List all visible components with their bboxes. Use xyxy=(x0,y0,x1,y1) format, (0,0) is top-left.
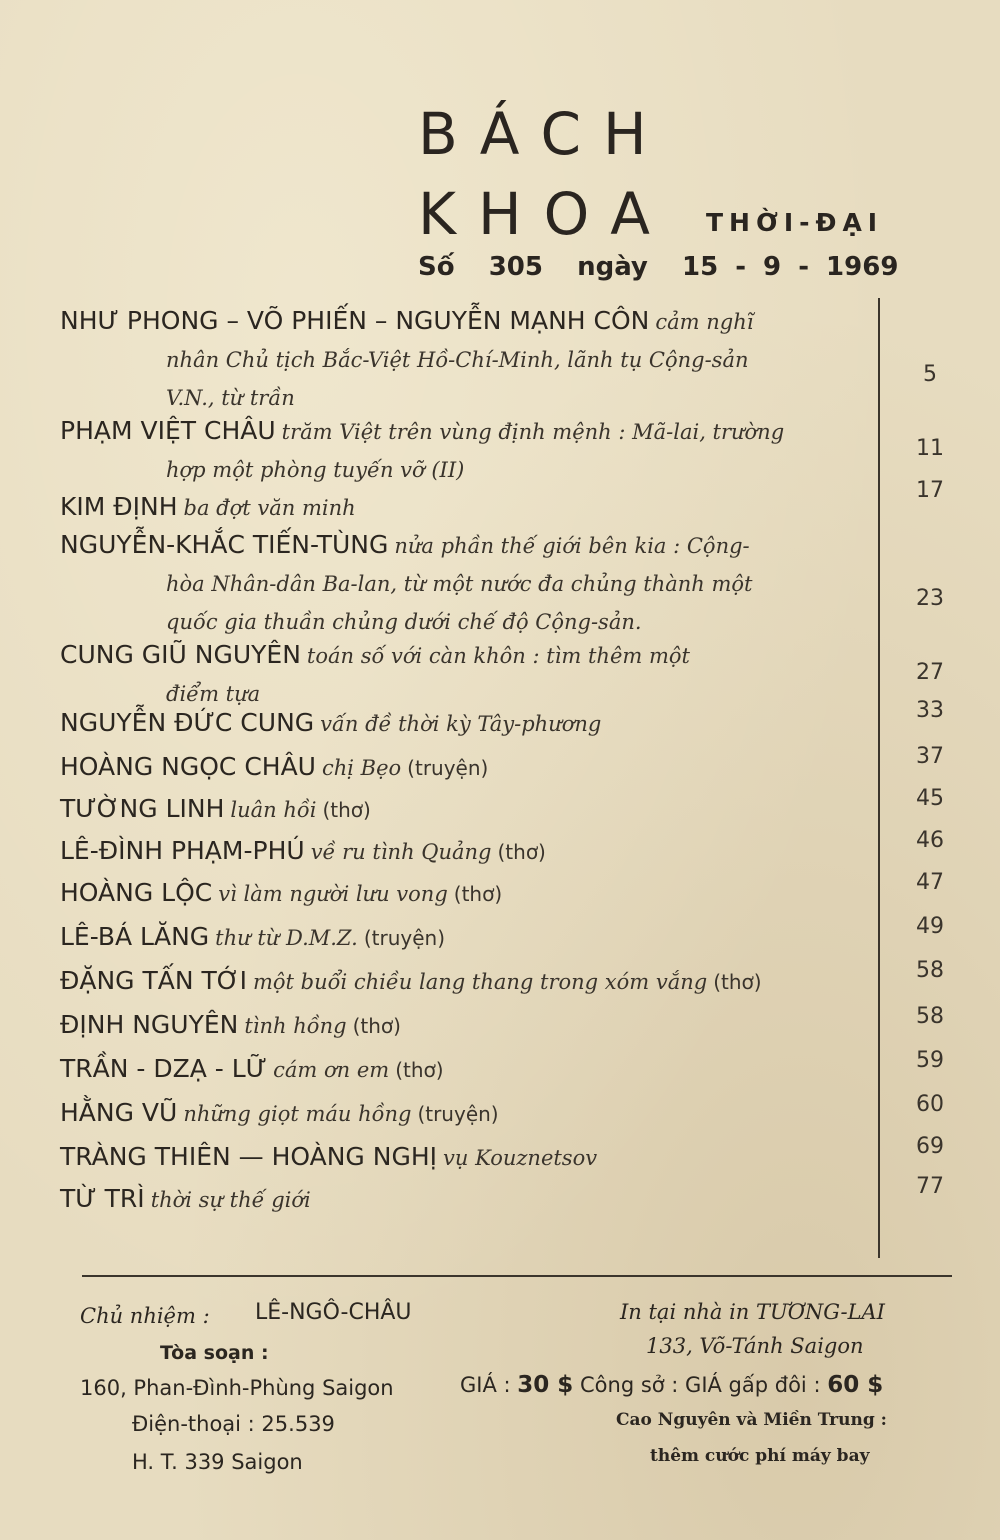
toc-entry xyxy=(60,1050,860,1089)
toc-page-number: 58 xyxy=(916,1004,944,1029)
office-phone: Điện-thoại : 25.539 xyxy=(132,1412,335,1436)
shipping-note-2: thêm cước phí máy bay xyxy=(650,1446,870,1466)
toc-page-number: 69 xyxy=(916,1134,944,1159)
toc-title-continued: quốc gia thuần chủng dưới chế độ Cộng-sản. xyxy=(166,610,642,634)
toc-title: toán số với càn khôn : tìm thêm một xyxy=(306,644,690,668)
toc-title: nửa phần thế giới bên kia : Cộng- xyxy=(394,534,750,558)
masthead-title-line2: KHOA xyxy=(418,180,672,248)
toc-page-number: 49 xyxy=(916,914,944,939)
toc-entry xyxy=(60,832,860,871)
toc-author: HOÀNG LỘC xyxy=(60,878,213,907)
toc-title: thư từ D.M.Z. xyxy=(215,926,358,950)
director-name: LÊ-NGÔ-CHÂU xyxy=(255,1300,412,1325)
toc-author: TỪ TRÌ xyxy=(60,1184,145,1213)
toc-title: về ru tình Quảng xyxy=(310,840,492,864)
toc-author: TRÀNG THIÊN — HOÀNG NGHỊ xyxy=(60,1142,437,1171)
toc-title: vụ Kouznetsov xyxy=(443,1146,598,1170)
toc-entry xyxy=(60,874,860,913)
toc-author: NGUYỄN-KHẮC TIẾN-TÙNG xyxy=(60,530,389,559)
price-value: 30 $ xyxy=(517,1372,574,1398)
toc-title: vấn đề thời kỳ Tây-phương xyxy=(320,712,602,736)
toc-genre: (thơ) xyxy=(497,840,546,864)
toc-entry xyxy=(60,1094,860,1133)
toc-entry xyxy=(60,704,860,743)
toc-genre: (truyện) xyxy=(407,756,489,780)
toc-title: ba đợt văn minh xyxy=(183,496,356,520)
toc-title: luân hồi xyxy=(230,798,317,822)
toc-page-number: 59 xyxy=(916,1048,944,1073)
toc-entry xyxy=(60,412,860,489)
toc-title-continued: hợp một phòng tuyến vỡ (II) xyxy=(166,458,465,482)
toc-page-number: 11 xyxy=(916,436,944,461)
toc-author: NHƯ PHONG – VÕ PHIẾN – NGUYỄN MẠNH CÔN xyxy=(60,306,650,335)
toc-title-continued: nhân Chủ tịch Bắc-Việt Hồ-Chí-Minh, lãnh tụ Cộng-sản xyxy=(166,348,749,372)
toc-genre: (thơ) xyxy=(322,798,371,822)
footer-divider xyxy=(82,1275,952,1277)
printer-address: 133, Võ-Tánh Saigon xyxy=(646,1334,864,1358)
issue-number-date: Số 305 ngày 15 - 9 - 1969 xyxy=(418,252,899,282)
toc-page-number: 33 xyxy=(916,698,944,723)
toc-page-number: 23 xyxy=(916,586,944,611)
toc-author: TRẦN - DZẠ - LỮ xyxy=(60,1054,268,1083)
toc-author: LÊ-ĐÌNH PHẠM-PHÚ xyxy=(60,836,305,865)
toc-entry xyxy=(60,1180,860,1219)
toc-title: tình hồng xyxy=(244,1014,347,1038)
toc-title-continued: điểm tựa xyxy=(166,682,261,706)
colophon xyxy=(0,1280,1000,1540)
toc-page-number: 5 xyxy=(923,362,937,387)
toc-title: vì làm người lưu vong xyxy=(218,882,448,906)
toc-page-number: 47 xyxy=(916,870,944,895)
toc-page-number: 46 xyxy=(916,828,944,853)
toc-title: trăm Việt trên vùng định mệnh : Mã-lai, trường xyxy=(281,420,785,444)
masthead-subtitle: THỜI-ĐẠI xyxy=(706,208,884,237)
toc-entry xyxy=(60,918,860,957)
toc-title: một buổi chiều lang thang trong xóm vắng xyxy=(253,970,708,994)
toc-genre: (thơ) xyxy=(352,1014,401,1038)
toc-entry xyxy=(60,1138,860,1177)
toc-page-number: 60 xyxy=(916,1092,944,1117)
po-box: H. T. 339 Saigon xyxy=(132,1450,303,1474)
toc-entry xyxy=(60,1006,860,1045)
toc-title-continued: hòa Nhân-dân Ba-lan, từ một nước đa chủng thành một xyxy=(166,572,753,596)
toc-genre: (thơ) xyxy=(713,970,762,994)
toc-vertical-rule xyxy=(878,298,880,1258)
toc-author: ĐẶNG TẤN TỚI xyxy=(60,966,247,995)
shipping-note-1: Cao Nguyên và Miền Trung : xyxy=(616,1410,887,1430)
toc-author: LÊ-BÁ LĂNG xyxy=(60,922,210,951)
toc-entry xyxy=(60,636,860,713)
toc-entry xyxy=(60,748,860,787)
toc-page-number: 58 xyxy=(916,958,944,983)
toc-genre: (thơ) xyxy=(395,1058,444,1082)
office-label: Tòa soạn : xyxy=(160,1342,269,1364)
toc-title: thời sự thế giới xyxy=(150,1188,311,1212)
masthead-title-line1: BÁCH xyxy=(418,100,669,168)
toc-author: NGUYỄN ĐỨC CUNG xyxy=(60,708,315,737)
printer-info: In tại nhà in TƯƠNG-LAI xyxy=(620,1300,885,1324)
toc-title: chị Bẹo xyxy=(321,756,402,780)
toc-page-number: 77 xyxy=(916,1174,944,1199)
toc-title-continued: V.N., từ trần xyxy=(166,386,295,410)
toc-genre: (truyện) xyxy=(417,1102,499,1126)
toc-author: HẰNG VŨ xyxy=(60,1098,178,1127)
toc-author: PHẠM VIỆT CHÂU xyxy=(60,416,276,445)
toc-author: ĐỊNH NGUYÊN xyxy=(60,1010,239,1039)
toc-author: TƯỜNG LINH xyxy=(60,794,225,823)
price-label: GIÁ : xyxy=(460,1373,511,1397)
toc-entry xyxy=(60,526,860,641)
toc-entry xyxy=(60,790,860,829)
toc-entry xyxy=(60,302,860,417)
office-price-label: Công sở : GIÁ gấp đôi : xyxy=(580,1373,821,1397)
toc-author: KIM ĐỊNH xyxy=(60,492,178,521)
toc-page-number: 27 xyxy=(916,660,944,685)
toc-page-number: 37 xyxy=(916,744,944,769)
toc-genre: (truyện) xyxy=(363,926,445,950)
office-address: 160, Phan-Đình-Phùng Saigon xyxy=(80,1376,394,1400)
price-row xyxy=(460,1372,883,1398)
director-label: Chủ nhiệm : xyxy=(80,1304,210,1328)
toc-entry xyxy=(60,962,860,1001)
toc-author: HOÀNG NGỌC CHÂU xyxy=(60,752,316,781)
office-price-value: 60 $ xyxy=(827,1372,884,1398)
toc-title: cảm nghĩ xyxy=(655,310,754,334)
toc-entry xyxy=(60,488,860,527)
toc-author: CUNG GIŨ NGUYÊN xyxy=(60,640,301,669)
toc-title: cám ơn em xyxy=(273,1058,390,1082)
toc-page-number: 17 xyxy=(916,478,944,503)
toc-genre: (thơ) xyxy=(453,882,503,906)
toc-page-number: 45 xyxy=(916,786,944,811)
toc-title: những giọt máu hồng xyxy=(183,1102,412,1126)
